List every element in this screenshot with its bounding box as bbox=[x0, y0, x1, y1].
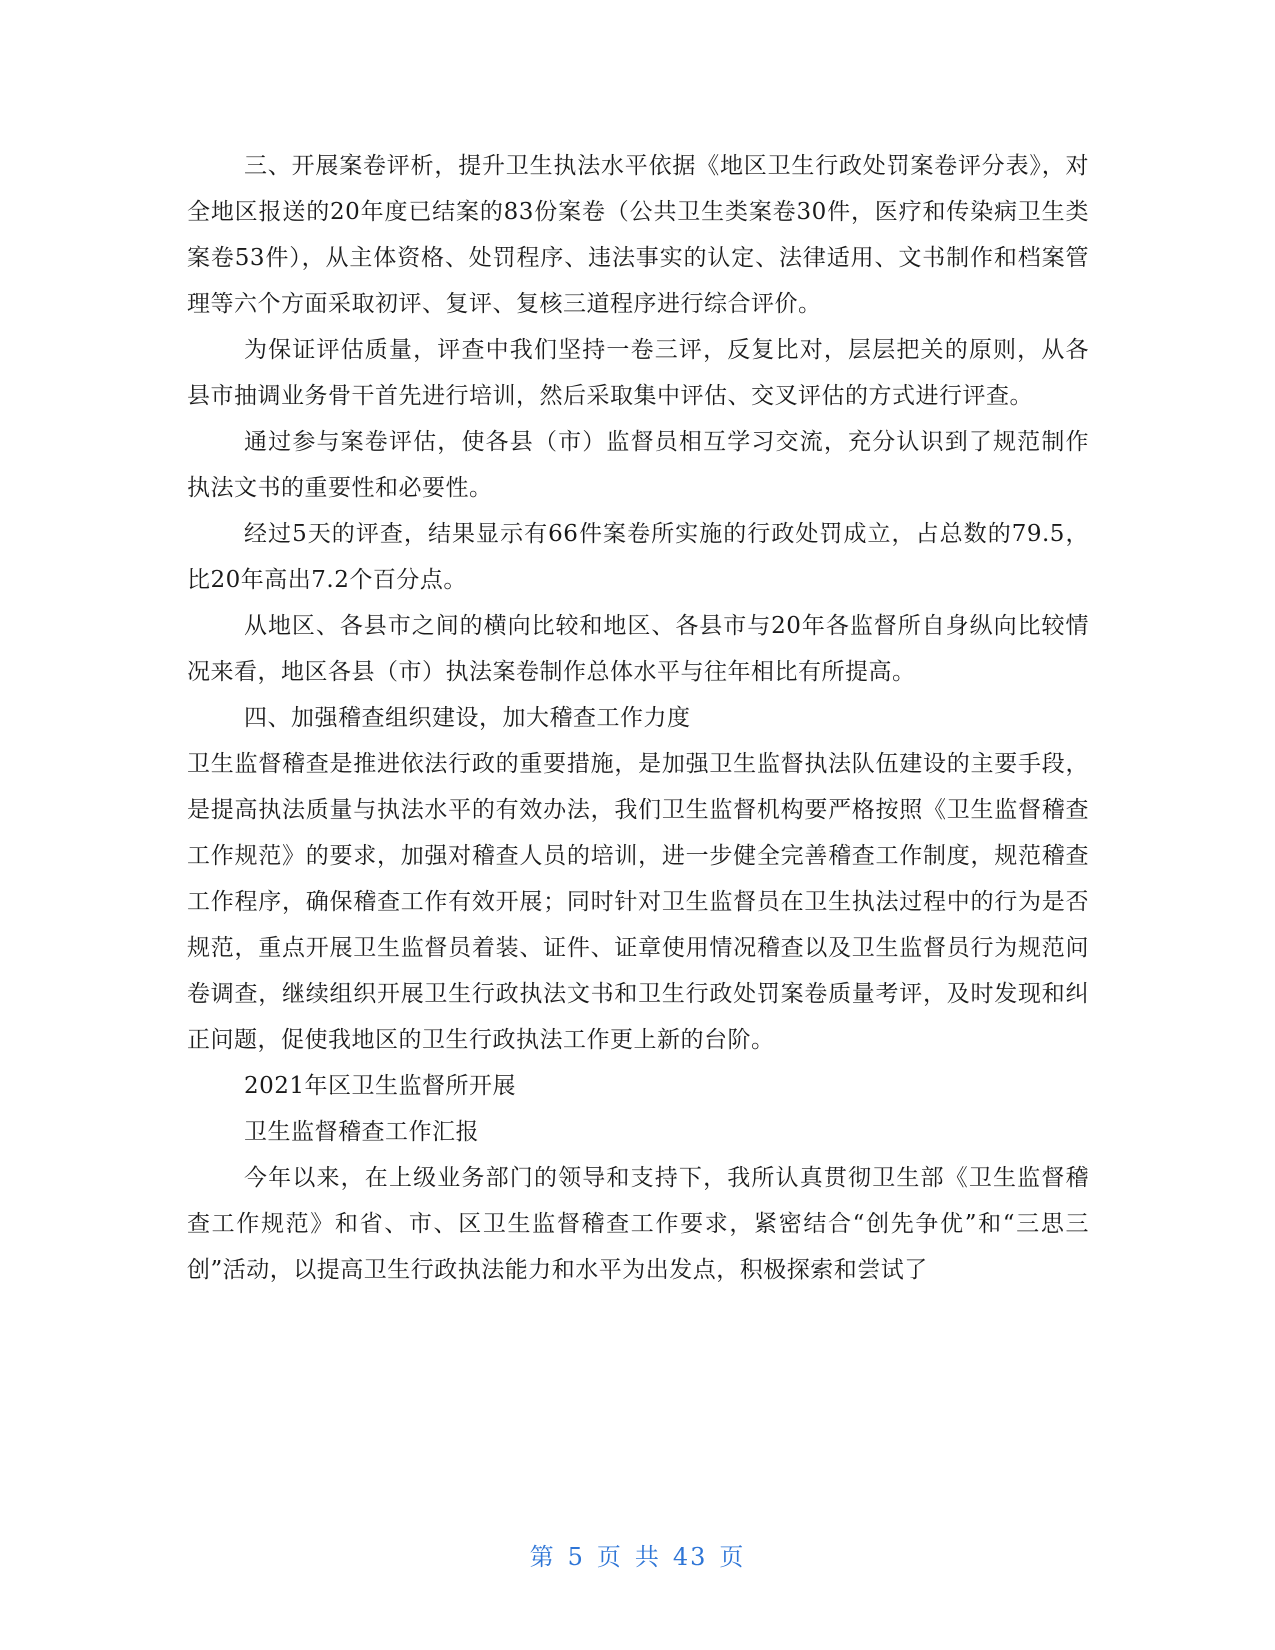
footer-page-label: 页 bbox=[596, 1543, 623, 1571]
paragraph-exchange: 通过参与案卷评估，使各县（市）监督员相互学习交流，充分认识到了规范制作执法文书的重要性和必要性。 bbox=[187, 429, 1089, 501]
report-title-line2: 卫生监督稽查工作汇报 bbox=[244, 1119, 479, 1145]
report-title-line1: 2021年区卫生监督所开展 bbox=[244, 1073, 517, 1099]
footer-suffix: 页 bbox=[719, 1543, 746, 1571]
footer-prefix: 第 bbox=[529, 1543, 556, 1571]
page-number-footer bbox=[0, 1537, 1275, 1572]
paragraph-supervision: 卫生监督稽查是推进依法行政的重要措施，是加强卫生监督执法队伍建设的主要手段，是提高执法质量与执法水平的有效办法，我们卫生监督机构要严格按照《卫生监督稽查工作规范》的要求，加强对稽查人员的培训，进一步健全完善稽查工作制度，规范稽查工作程序，确保稽查工作有效开展；同时针对卫生监督员在卫生执法过程中的行为是否规范，重点开展卫生监督员着装、证件、证章使用情况稽查以及卫生监督员行为规范问卷调查，继续组织开展卫生行政执法文书和卫生行政处罚案卷质量考评，及时发现和纠正问题，促使我地区的卫生行政执法工作更上新的台阶。 bbox=[187, 751, 1089, 1053]
paragraph-case-review: 三、开展案卷评析，提升卫生执法水平依据《地区卫生行政处罚案卷评分表》，对全地区报送的20年度已结案的83份案卷（公共卫生类案卷30件，医疗和传染病卫生类案卷53件），从主体资格、处罚程序、违法事实的认定、法律适用、文书制作和档案管理等六个方面采取初评、复评、复核三道程序进行综合评价。 bbox=[187, 153, 1089, 317]
paragraph-comparison: 从地区、各县市之间的横向比较和地区、各县市与20年各监督所自身纵向比较情况来看，地区各县（市）执法案卷制作总体水平与往年相比有所提高。 bbox=[187, 613, 1089, 685]
paragraph-report-intro: 今年以来，在上级业务部门的领导和支持下，我所认真贯彻卫生部《卫生监督稽查工作规范》和省、市、区卫生监督稽查工作要求，紧密结合“创先争优”和“三思三创”活动，以提高卫生行政执法能力和水平为出发点，积极探索和尝试了 bbox=[187, 1165, 1089, 1283]
footer-total-label: 共 bbox=[634, 1543, 661, 1571]
footer-total-pages: 43 bbox=[672, 1543, 708, 1571]
paragraph-results: 经过5天的评查，结果显示有66件案卷所实施的行政处罚成立，占总数的79.5，比20年高出7.2个百分点。 bbox=[187, 521, 1089, 593]
paragraph-quality-assurance: 为保证评估质量，评查中我们坚持一卷三评，反复比对，层层把关的原则，从各县市抽调业务骨干首先进行培训，然后采取集中评估、交叉评估的方式进行评查。 bbox=[187, 337, 1089, 409]
section-heading-four: 四、加强稽查组织建设，加大稽查工作力度 bbox=[244, 705, 691, 731]
document-body bbox=[187, 143, 1089, 1293]
footer-current-page: 5 bbox=[567, 1543, 585, 1571]
